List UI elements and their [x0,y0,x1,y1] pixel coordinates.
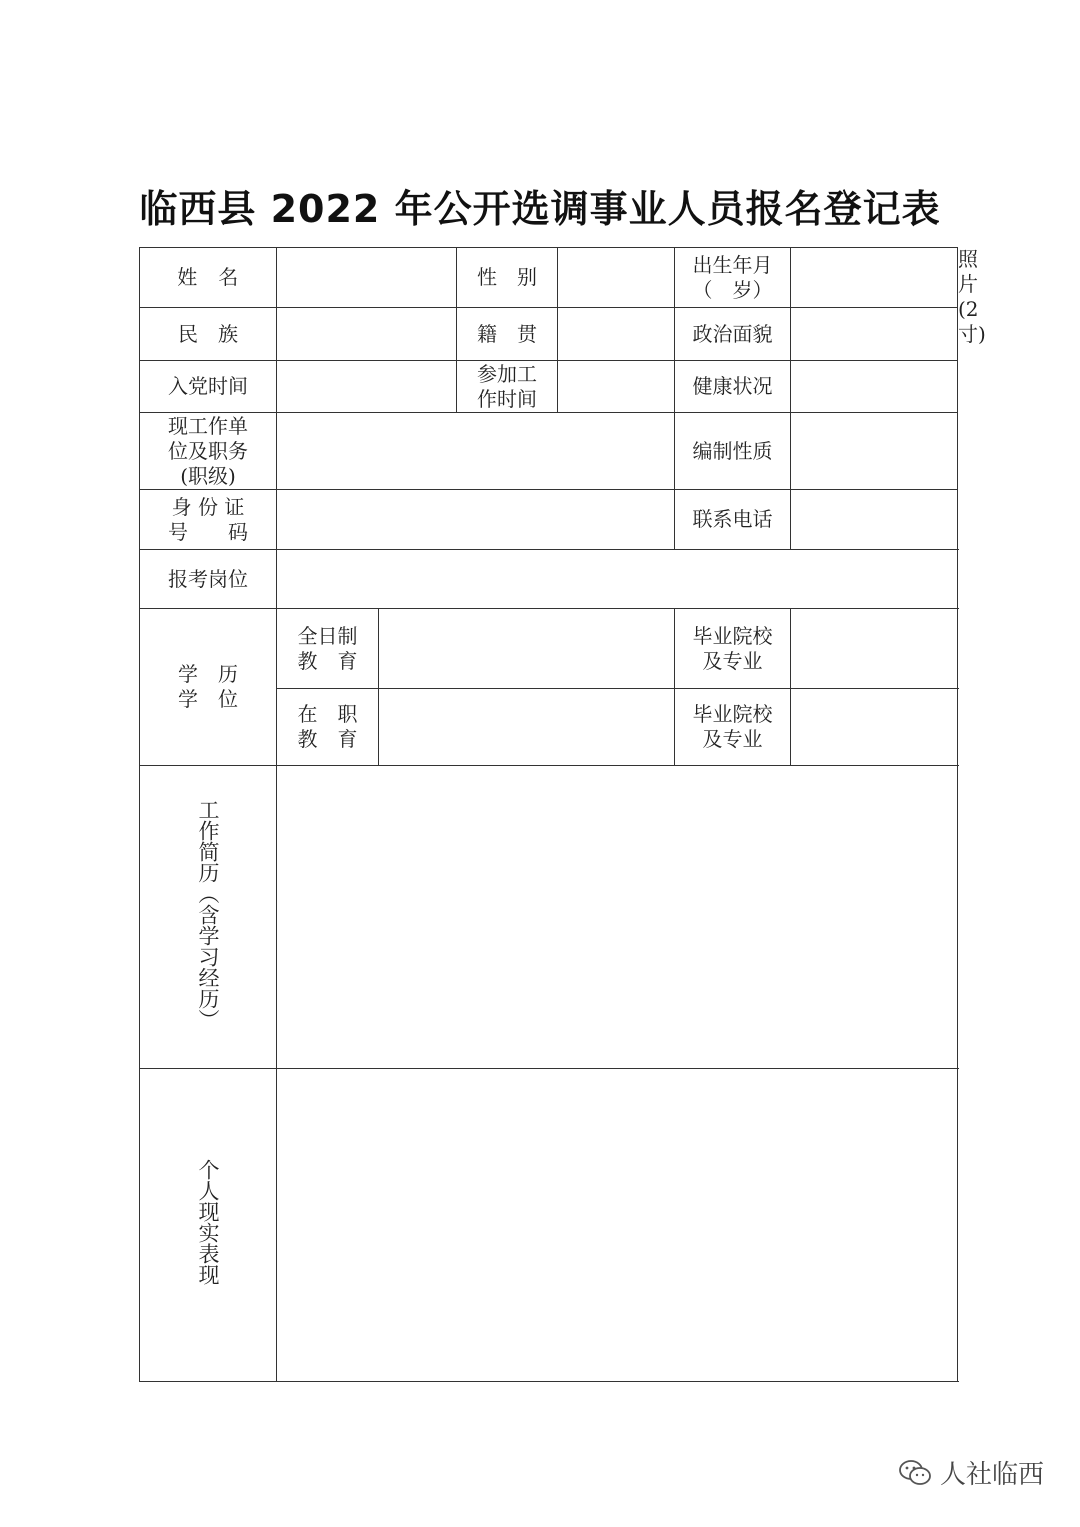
registration-form-table [139,246,986,1382]
row-performance [140,1069,958,1382]
resume-label: 工作简历（含学习经历） [140,766,277,1069]
row-name: 姓 名 性 别 出生年月 （ 岁） 照片(2 寸) [140,248,958,308]
inservice-school-field[interactable] [791,689,958,766]
position-field[interactable] [277,550,958,609]
fulltime-school-field[interactable] [791,609,958,689]
wechat-icon [898,1459,932,1487]
political-label: 政治面貌 [675,308,791,361]
work-start-label: 参加工 作时间 [457,361,558,413]
inservice-label: 在 职 教 育 [277,689,379,766]
unit-field[interactable] [277,413,675,490]
fulltime-field[interactable] [379,609,675,689]
name-label: 姓 名 [140,248,277,308]
row-id [140,490,958,550]
ethnicity-label: 民 族 [140,308,277,361]
performance-label: 个人现实表现 [140,1069,277,1382]
health-label: 健康状况 [675,361,791,413]
performance-field[interactable] [277,1069,958,1382]
party-join-field[interactable] [277,361,457,413]
gender-label: 性 别 [457,248,558,308]
origin-field[interactable] [558,308,675,361]
phone-label: 联系电话 [675,490,791,550]
political-field[interactable] [791,308,958,361]
staffing-label: 编制性质 [675,413,791,490]
fulltime-school-label: 毕业院校 及专业 [675,609,791,689]
phone-field[interactable] [791,490,958,550]
fulltime-label: 全日制 教 育 [277,609,379,689]
position-label: 报考岗位 [140,550,277,609]
work-start-field[interactable] [558,361,675,413]
row-position [140,550,958,609]
origin-label: 籍 贯 [457,308,558,361]
watermark-text: 人社临西 [939,1460,1044,1490]
inservice-school-label: 毕业院校 及专业 [675,689,791,766]
page-title: 临西县 2022 年公开选调事业人员报名登记表 [139,187,941,231]
staffing-field[interactable] [791,413,958,490]
name-field[interactable] [277,248,457,308]
birth-field[interactable] [791,248,958,308]
row-ethnicity [140,308,958,361]
birth-label: 出生年月 （ 岁） [675,248,791,308]
row-unit [140,413,958,490]
resume-field[interactable] [277,766,958,1069]
watermark [898,1454,1044,1491]
education-label: 学 历 学 位 [140,609,277,766]
ethnicity-field[interactable] [277,308,457,361]
row-resume [140,766,958,1069]
row-fulltime-edu [140,609,958,689]
id-field[interactable] [277,490,675,550]
health-field[interactable] [791,361,958,413]
unit-label: 现工作单 位及职务 (职级) [140,413,277,490]
id-label: 身 份 证 号 码 [140,490,277,550]
row-party [140,361,958,413]
party-join-label: 入党时间 [140,361,277,413]
inservice-field[interactable] [379,689,675,766]
gender-field[interactable] [558,248,675,308]
